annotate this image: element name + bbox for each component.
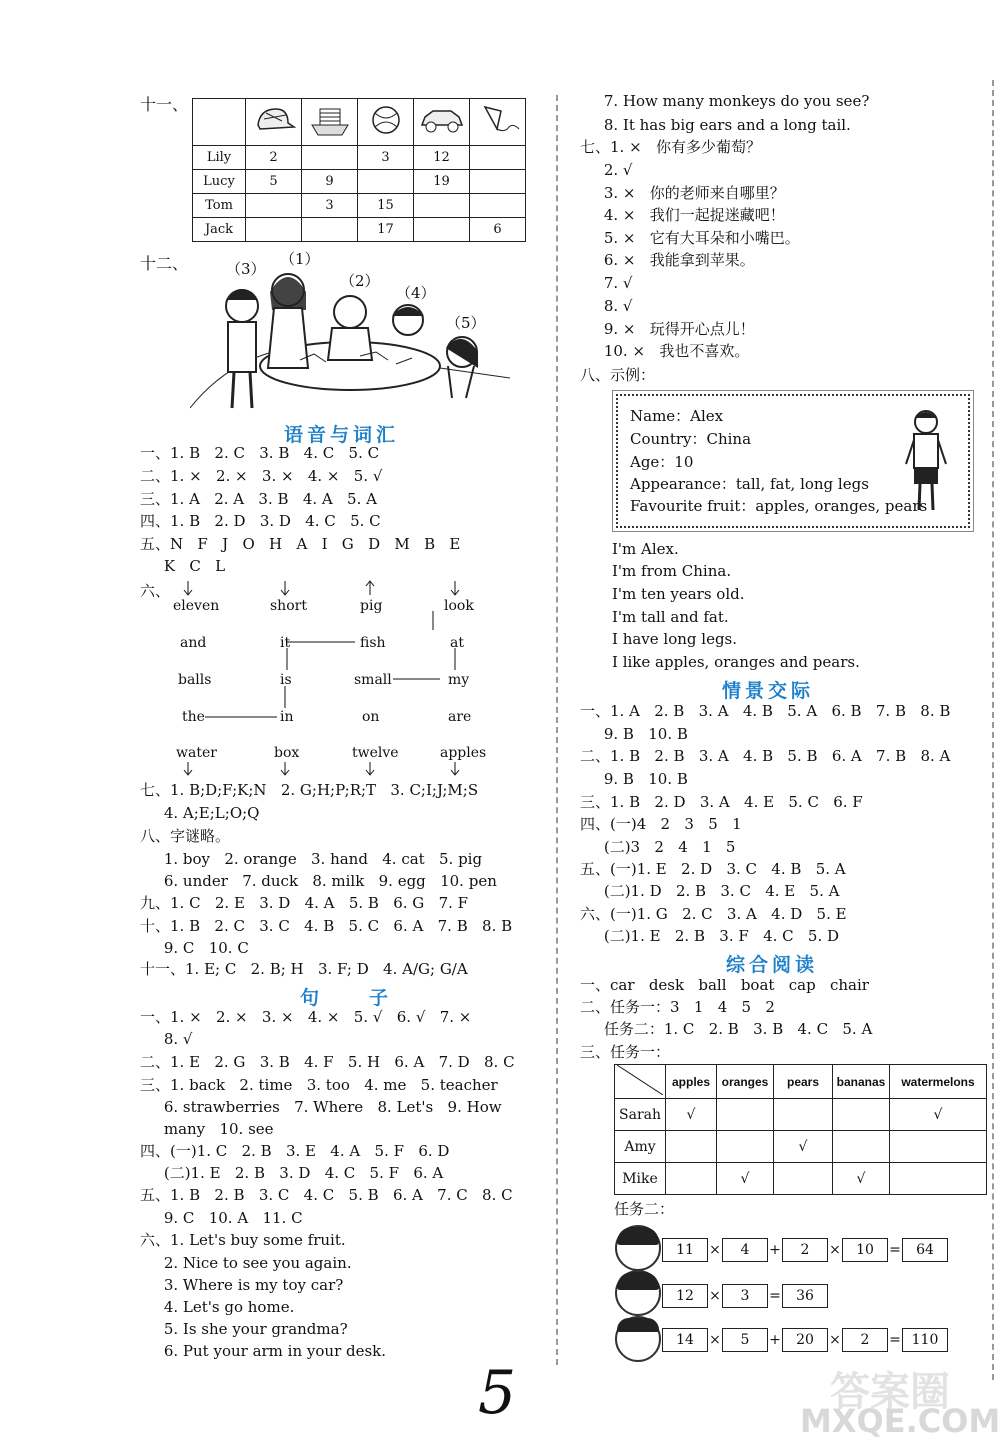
- calc-row: [662, 1328, 948, 1352]
- table-row: [193, 170, 526, 194]
- calc-box: 12: [662, 1284, 708, 1308]
- answer-line: 四、1. B 2. D 3. D 4. C 5. C: [140, 512, 381, 530]
- answer-line: 十一、1. E; C 2. B; H 3. F; D 4. A/G; G/A: [140, 960, 468, 978]
- answer-line: 一、1. A 2. B 3. A 4. B 5. A 6. B 7. B 8. B: [580, 702, 951, 720]
- answer-line: 4. A;E;L;O;Q: [140, 804, 260, 822]
- cell: [717, 1099, 774, 1131]
- section-heading: 句 子: [300, 987, 393, 1009]
- calc-op: =: [889, 1242, 901, 1258]
- grid-word: is: [280, 672, 292, 688]
- grid-word: short: [270, 598, 307, 614]
- answer-line: K C L: [140, 557, 226, 575]
- answer-line: 9. B 10. B: [580, 725, 688, 743]
- toy-count-table: [192, 98, 526, 242]
- cell: 19: [414, 170, 470, 194]
- grid-word: it: [280, 635, 291, 651]
- grid-word: water: [176, 745, 217, 761]
- cell: [246, 194, 302, 218]
- figure-label: （2）: [340, 272, 380, 290]
- cell: √: [666, 1099, 717, 1131]
- cell: 5: [246, 170, 302, 194]
- answer-line: 三、任务一：: [580, 1043, 671, 1061]
- answer-line: 8. √: [140, 1030, 193, 1048]
- card-line: Favourite fruit：apples, oranges, pears: [630, 497, 928, 515]
- calc-box: 64: [902, 1238, 948, 1262]
- section-heading: 语音与词汇: [284, 424, 400, 446]
- cell: [358, 170, 414, 194]
- section-label: 六、: [140, 582, 171, 600]
- column-header: oranges: [717, 1065, 774, 1099]
- answer-line: 六、(一)1. G 2. C 3. A 4. D 5. E: [580, 905, 847, 923]
- cell: 2: [246, 146, 302, 170]
- answer-line: 三、1. B 2. D 3. A 4. E 5. C 6. F: [580, 793, 863, 811]
- answer-line: 9. × 玩得开心点儿！: [580, 320, 755, 338]
- grid-word: are: [448, 709, 472, 725]
- answer-line: 四、(一)4 2 3 5 1: [580, 815, 742, 833]
- cell: [470, 146, 526, 170]
- figure-label: （4）: [396, 284, 436, 302]
- cell: [890, 1131, 987, 1163]
- section-label: 十一、: [140, 95, 189, 114]
- calc-box: 110: [902, 1328, 948, 1352]
- answer-line: 六、1. Let's buy some fruit.: [140, 1231, 346, 1249]
- cell: [717, 1131, 774, 1163]
- answer-line: I'm Alex.: [612, 540, 679, 558]
- cell: 9: [302, 170, 358, 194]
- section-label: 任务二：: [614, 1200, 675, 1218]
- answer-line: 9. C 10. C: [140, 939, 249, 957]
- section-label: 十二、: [140, 254, 189, 273]
- row-name: Sarah: [615, 1099, 666, 1131]
- answer-line: 九、1. C 2. E 3. D 4. A 5. B 6. G 7. F: [140, 894, 469, 912]
- calc-box: 10: [842, 1238, 888, 1262]
- cell: 12: [414, 146, 470, 170]
- cell: [414, 218, 470, 242]
- column-header: bananas: [833, 1065, 890, 1099]
- card-line: Country：China: [630, 430, 752, 448]
- answer-line: I like apples, oranges and pears.: [612, 653, 860, 671]
- answer-line: 8. √: [580, 297, 633, 315]
- answer-line: (二)1. E 2. B 3. D 4. C 5. F 6. A: [140, 1164, 444, 1182]
- answer-line: 5. × 它有大耳朵和小嘴巴。: [580, 229, 800, 247]
- answer-line: 八、字谜略。: [140, 827, 231, 845]
- grid-word: eleven: [173, 598, 220, 614]
- answer-line: 10. × 我也不喜欢。: [580, 342, 750, 360]
- calc-row: [662, 1284, 828, 1308]
- answer-line: 4. Let's go home.: [140, 1298, 295, 1316]
- page-number: 5: [478, 1358, 517, 1428]
- answer-line: 十、1. B 2. C 3. C 4. B 5. C 6. A 7. B 8. B: [140, 917, 513, 935]
- answer-line: 一、1. B 2. C 3. B 4. C 5. C: [140, 444, 380, 462]
- calc-op: +: [769, 1242, 781, 1258]
- answer-line: many 10. see: [140, 1120, 274, 1138]
- answer-line: 七、1. B;D;F;K;N 2. G;H;P;R;T 3. C;I;J;M;S: [140, 781, 479, 799]
- row-name: Tom: [193, 194, 246, 218]
- cell: [666, 1131, 717, 1163]
- answer-line: 7. How many monkeys do you see?: [580, 92, 870, 110]
- answer-line: 4. × 我们一起捉迷藏吧！: [580, 206, 785, 224]
- column-divider: [556, 95, 558, 1365]
- card-line: Name：Alex: [630, 407, 724, 425]
- table-row: [193, 146, 526, 170]
- answer-line: 3. Where is my toy car?: [140, 1276, 344, 1294]
- column-header: watermelons: [890, 1065, 987, 1099]
- cell: [774, 1099, 833, 1131]
- calc-box: 2: [842, 1328, 888, 1352]
- answer-line: I'm tall and fat.: [612, 608, 729, 626]
- answer-line: (二)3 2 4 1 5: [580, 838, 736, 856]
- row-name: Lily: [193, 146, 246, 170]
- table-corner: [193, 99, 246, 146]
- row-name: Jack: [193, 218, 246, 242]
- table-row: [615, 1131, 987, 1163]
- grid-word: twelve: [352, 745, 399, 761]
- answer-line: 1. boy 2. orange 3. hand 4. cat 5. pig: [140, 850, 483, 868]
- grid-word: apples: [440, 745, 487, 761]
- girl-face-icon: [615, 1270, 661, 1316]
- section-heading: 综合阅读: [726, 954, 819, 976]
- watermark-text: MXQE.COM: [800, 1402, 1000, 1440]
- figure-label: （1）: [280, 250, 320, 268]
- table-row: [615, 1099, 987, 1131]
- cell: [302, 146, 358, 170]
- cell: [833, 1131, 890, 1163]
- grid-word: small: [354, 672, 392, 688]
- answer-line: 五、1. B 2. B 3. C 4. C 5. B 6. A 7. C 8. C: [140, 1186, 513, 1204]
- answer-line: 一、1. × 2. × 3. × 4. × 5. √ 6. √ 7. ×: [140, 1008, 472, 1026]
- calc-row: [662, 1238, 948, 1262]
- kite-icon: [470, 99, 526, 146]
- cell: [246, 218, 302, 242]
- grid-word: my: [448, 672, 470, 688]
- cell: 3: [302, 194, 358, 218]
- answer-line: 四、(一)1. C 2. B 3. E 4. A 5. F 6. D: [140, 1142, 450, 1160]
- calc-op: +: [769, 1332, 781, 1348]
- calc-op: =: [889, 1332, 901, 1348]
- answer-line: 二、任务一：3 1 4 5 2: [580, 998, 775, 1016]
- calc-box: 5: [722, 1328, 768, 1352]
- grid-word: balls: [178, 672, 212, 688]
- calc-op: =: [769, 1288, 781, 1304]
- calc-op: ×: [709, 1288, 721, 1304]
- cell: 15: [358, 194, 414, 218]
- column-header: apples: [666, 1065, 717, 1099]
- answer-line: I'm from China.: [612, 562, 732, 580]
- calc-box: 11: [662, 1238, 708, 1262]
- answer-line: 7. √: [580, 274, 633, 292]
- fruit-table: [614, 1064, 987, 1195]
- cell: [774, 1163, 833, 1195]
- answer-line: 9. B 10. B: [580, 770, 688, 788]
- cell: [833, 1099, 890, 1131]
- calc-op: ×: [829, 1332, 841, 1348]
- answer-line: 五、N F J O H A I G D M B E: [140, 535, 461, 553]
- answer-line: 6. × 我能拿到苹果。: [580, 251, 755, 269]
- card-line: Age：10: [630, 453, 694, 471]
- answer-line: 6. under 7. duck 8. milk 9. egg 10. pen: [140, 872, 497, 890]
- answer-line: I have long legs.: [612, 630, 738, 648]
- answer-line: (二)1. E 2. B 3. F 4. C 5. D: [580, 927, 840, 945]
- ball-icon: [358, 99, 414, 146]
- grid-word: the: [182, 709, 205, 725]
- answer-line: 三、1. A 2. A 3. B 4. A 5. A: [140, 490, 377, 508]
- cell: √: [833, 1163, 890, 1195]
- calc-box: 20: [782, 1328, 828, 1352]
- ship-icon: [302, 99, 358, 146]
- grid-word: in: [280, 709, 294, 725]
- answer-line: 任务二：1. C 2. B 3. B 4. C 5. A: [580, 1020, 873, 1038]
- answer-line: 6. strawberries 7. Where 8. Let's 9. How: [140, 1098, 502, 1116]
- cell: 3: [358, 146, 414, 170]
- cell: 17: [358, 218, 414, 242]
- grid-word: and: [180, 635, 207, 651]
- answer-line: 3. × 你的老师来自哪里？: [580, 184, 785, 202]
- column-header: pears: [774, 1065, 833, 1099]
- answer-line: 二、1. E 2. G 3. B 4. F 5. H 6. A 7. D 8. C: [140, 1053, 515, 1071]
- cell: [302, 218, 358, 242]
- calc-box: 4: [722, 1238, 768, 1262]
- boy-face-icon: [615, 1316, 661, 1362]
- calc-box: 3: [722, 1284, 768, 1308]
- cell: √: [774, 1131, 833, 1163]
- answer-line: 2. √: [580, 161, 633, 179]
- answer-line: 五、(一)1. E 2. D 3. C 4. B 5. A: [580, 860, 846, 878]
- cell: [666, 1163, 717, 1195]
- calc-op: ×: [709, 1242, 721, 1258]
- row-name: Lucy: [193, 170, 246, 194]
- figure-label: （3）: [226, 260, 266, 278]
- calc-box: 36: [782, 1284, 828, 1308]
- card-line: Appearance：tall, fat, long legs: [630, 475, 869, 493]
- cell: [414, 194, 470, 218]
- table-corner: [615, 1065, 666, 1099]
- answer-line: 七、1. × 你有多少葡萄？: [580, 138, 761, 156]
- cell: [470, 170, 526, 194]
- answer-line: 八、示例：: [580, 366, 656, 384]
- table-row: [193, 194, 526, 218]
- girl-face-icon: [615, 1225, 661, 1271]
- table-row: [615, 1163, 987, 1195]
- cell: 6: [470, 218, 526, 242]
- answer-line: (二)1. D 2. B 3. C 4. E 5. A: [580, 882, 840, 900]
- answer-line: 2. Nice to see you again.: [140, 1254, 352, 1272]
- row-name: Amy: [615, 1131, 666, 1163]
- answer-line: I'm ten years old.: [612, 585, 745, 603]
- answer-line: 一、car desk ball boat cap chair: [580, 976, 869, 994]
- answer-line: 8. It has big ears and a long tail.: [580, 116, 851, 134]
- row-name: Mike: [615, 1163, 666, 1195]
- watermark-logo: 答案圈: [830, 1369, 950, 1415]
- calc-op: ×: [829, 1242, 841, 1258]
- grid-word: on: [362, 709, 380, 725]
- cell: √: [717, 1163, 774, 1195]
- section-heading: 情景交际: [722, 680, 815, 702]
- answer-line: 二、1. × 2. × 3. × 4. × 5. √: [140, 467, 383, 485]
- car-icon: [414, 99, 470, 146]
- calc-box: 2: [782, 1238, 828, 1262]
- grid-word: box: [274, 745, 300, 761]
- right-edge-line: [992, 80, 994, 1380]
- cell: [890, 1163, 987, 1195]
- answer-line: 6. Put your arm in your desk.: [140, 1342, 387, 1360]
- calc-op: ×: [709, 1332, 721, 1348]
- answer-line: 5. Is she your grandma?: [140, 1320, 348, 1338]
- grid-word: pig: [360, 598, 383, 614]
- answer-line: 三、1. back 2. time 3. too 4. me 5. teacher: [140, 1076, 498, 1094]
- table-row: [193, 218, 526, 242]
- cell: √: [890, 1099, 987, 1131]
- grid-word: look: [444, 598, 474, 614]
- grid-word: fish: [360, 635, 386, 651]
- answer-line: 二、1. B 2. B 3. A 4. B 5. B 6. A 7. B 8. A: [580, 747, 951, 765]
- cap-icon: [246, 99, 302, 146]
- answer-line: 9. C 10. A 11. C: [140, 1209, 303, 1227]
- grid-word: at: [450, 635, 464, 651]
- figure-label: （5）: [446, 314, 486, 332]
- calc-box: 14: [662, 1328, 708, 1352]
- cell: [470, 194, 526, 218]
